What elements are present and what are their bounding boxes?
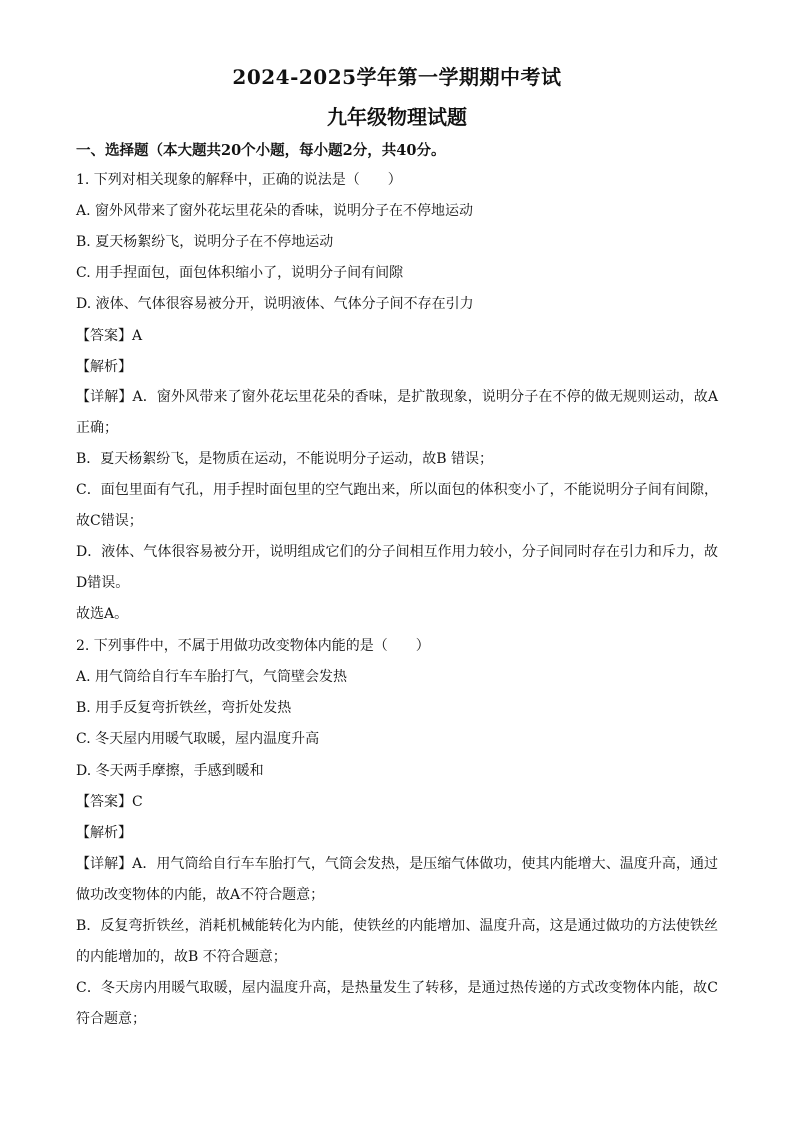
option-a: A. 窗外风带来了窗外花坛里花朵的香味，说明分子在不停地运动 <box>76 202 474 219</box>
analysis-label: 【解析】 <box>76 358 132 375</box>
option-d: D. 液体、气体很容易被分开，说明液体、气体分子间不存在引力 <box>76 296 474 313</box>
option-b: B. 夏天杨絮纷飞，说明分子在不停地运动 <box>76 233 334 250</box>
analysis-label: 【解析】 <box>76 825 132 842</box>
exam-subtitle: 九年级物理试题 <box>327 105 467 129</box>
question-stem: 1. 下列对相关现象的解释中，正确的说法是（ ） <box>76 171 402 188</box>
detail-paragraph: 【详解】A．窗外风带来了窗外花坛里花朵的香味，是扩散现象，说明分子在不停的做无规则运动，故A正确； <box>76 389 718 437</box>
option-a: A. 用气筒给自行车车胎打气，气筒壁会发热 <box>76 669 348 686</box>
detail-paragraph: B．反复弯折铁丝，消耗机械能转化为内能，使铁丝的内能增加、温度升高，这是通过做功的方法使铁丝的内能增加的，故B 不符合题意； <box>76 917 718 965</box>
answer-label: 【答案】C <box>76 793 143 810</box>
option-c: C. 冬天屋内用暖气取暖，屋内温度升高 <box>76 731 320 748</box>
question-stem: 2. 下列事件中，不属于用做功改变物体内能的是（ ） <box>76 637 430 654</box>
option-b: B. 用手反复弯折铁丝，弯折处发热 <box>76 700 292 717</box>
question-2 <box>76 630 718 1034</box>
exam-title: 2024-2025学年第一学期期中考试 <box>232 65 562 89</box>
answer-label: 【答案】A <box>76 327 143 344</box>
question-1 <box>76 164 718 630</box>
option-c: C. 用手捏面包，面包体积缩小了，说明分子间有间隙 <box>76 265 404 282</box>
detail-paragraph: D．液体、气体很容易被分开，说明组成它们的分子间相互作用力较小，分子间同时存在引力和斥力，故D错误。 <box>76 544 718 592</box>
conclusion: 故选A。 <box>76 606 129 623</box>
detail-paragraph: 【详解】A．用气筒给自行车车胎打气，气筒会发热，是压缩气体做功，使其内能增大、温度升高，通过做功改变物体的内能，故A不符合题意； <box>76 855 718 903</box>
detail-paragraph: C．面包里面有气孔，用手捏时面包里的空气跑出来，所以面包的体积变小了，不能说明分子间有间隙，故C错误； <box>76 482 718 530</box>
section-heading: 一、选择题（本大题共20个小题，每小题2分，共40分。 <box>76 142 446 159</box>
option-d: D. 冬天两手摩擦，手感到暖和 <box>76 762 264 779</box>
detail-paragraph: B．夏天杨絮纷飞，是物质在运动，不能说明分子运动，故B 错误； <box>76 451 494 468</box>
detail-paragraph: C．冬天房内用暖气取暖，屋内温度升高，是热量发生了转移，是通过热传递的方式改变物体内能，故C符合题意； <box>76 979 718 1027</box>
